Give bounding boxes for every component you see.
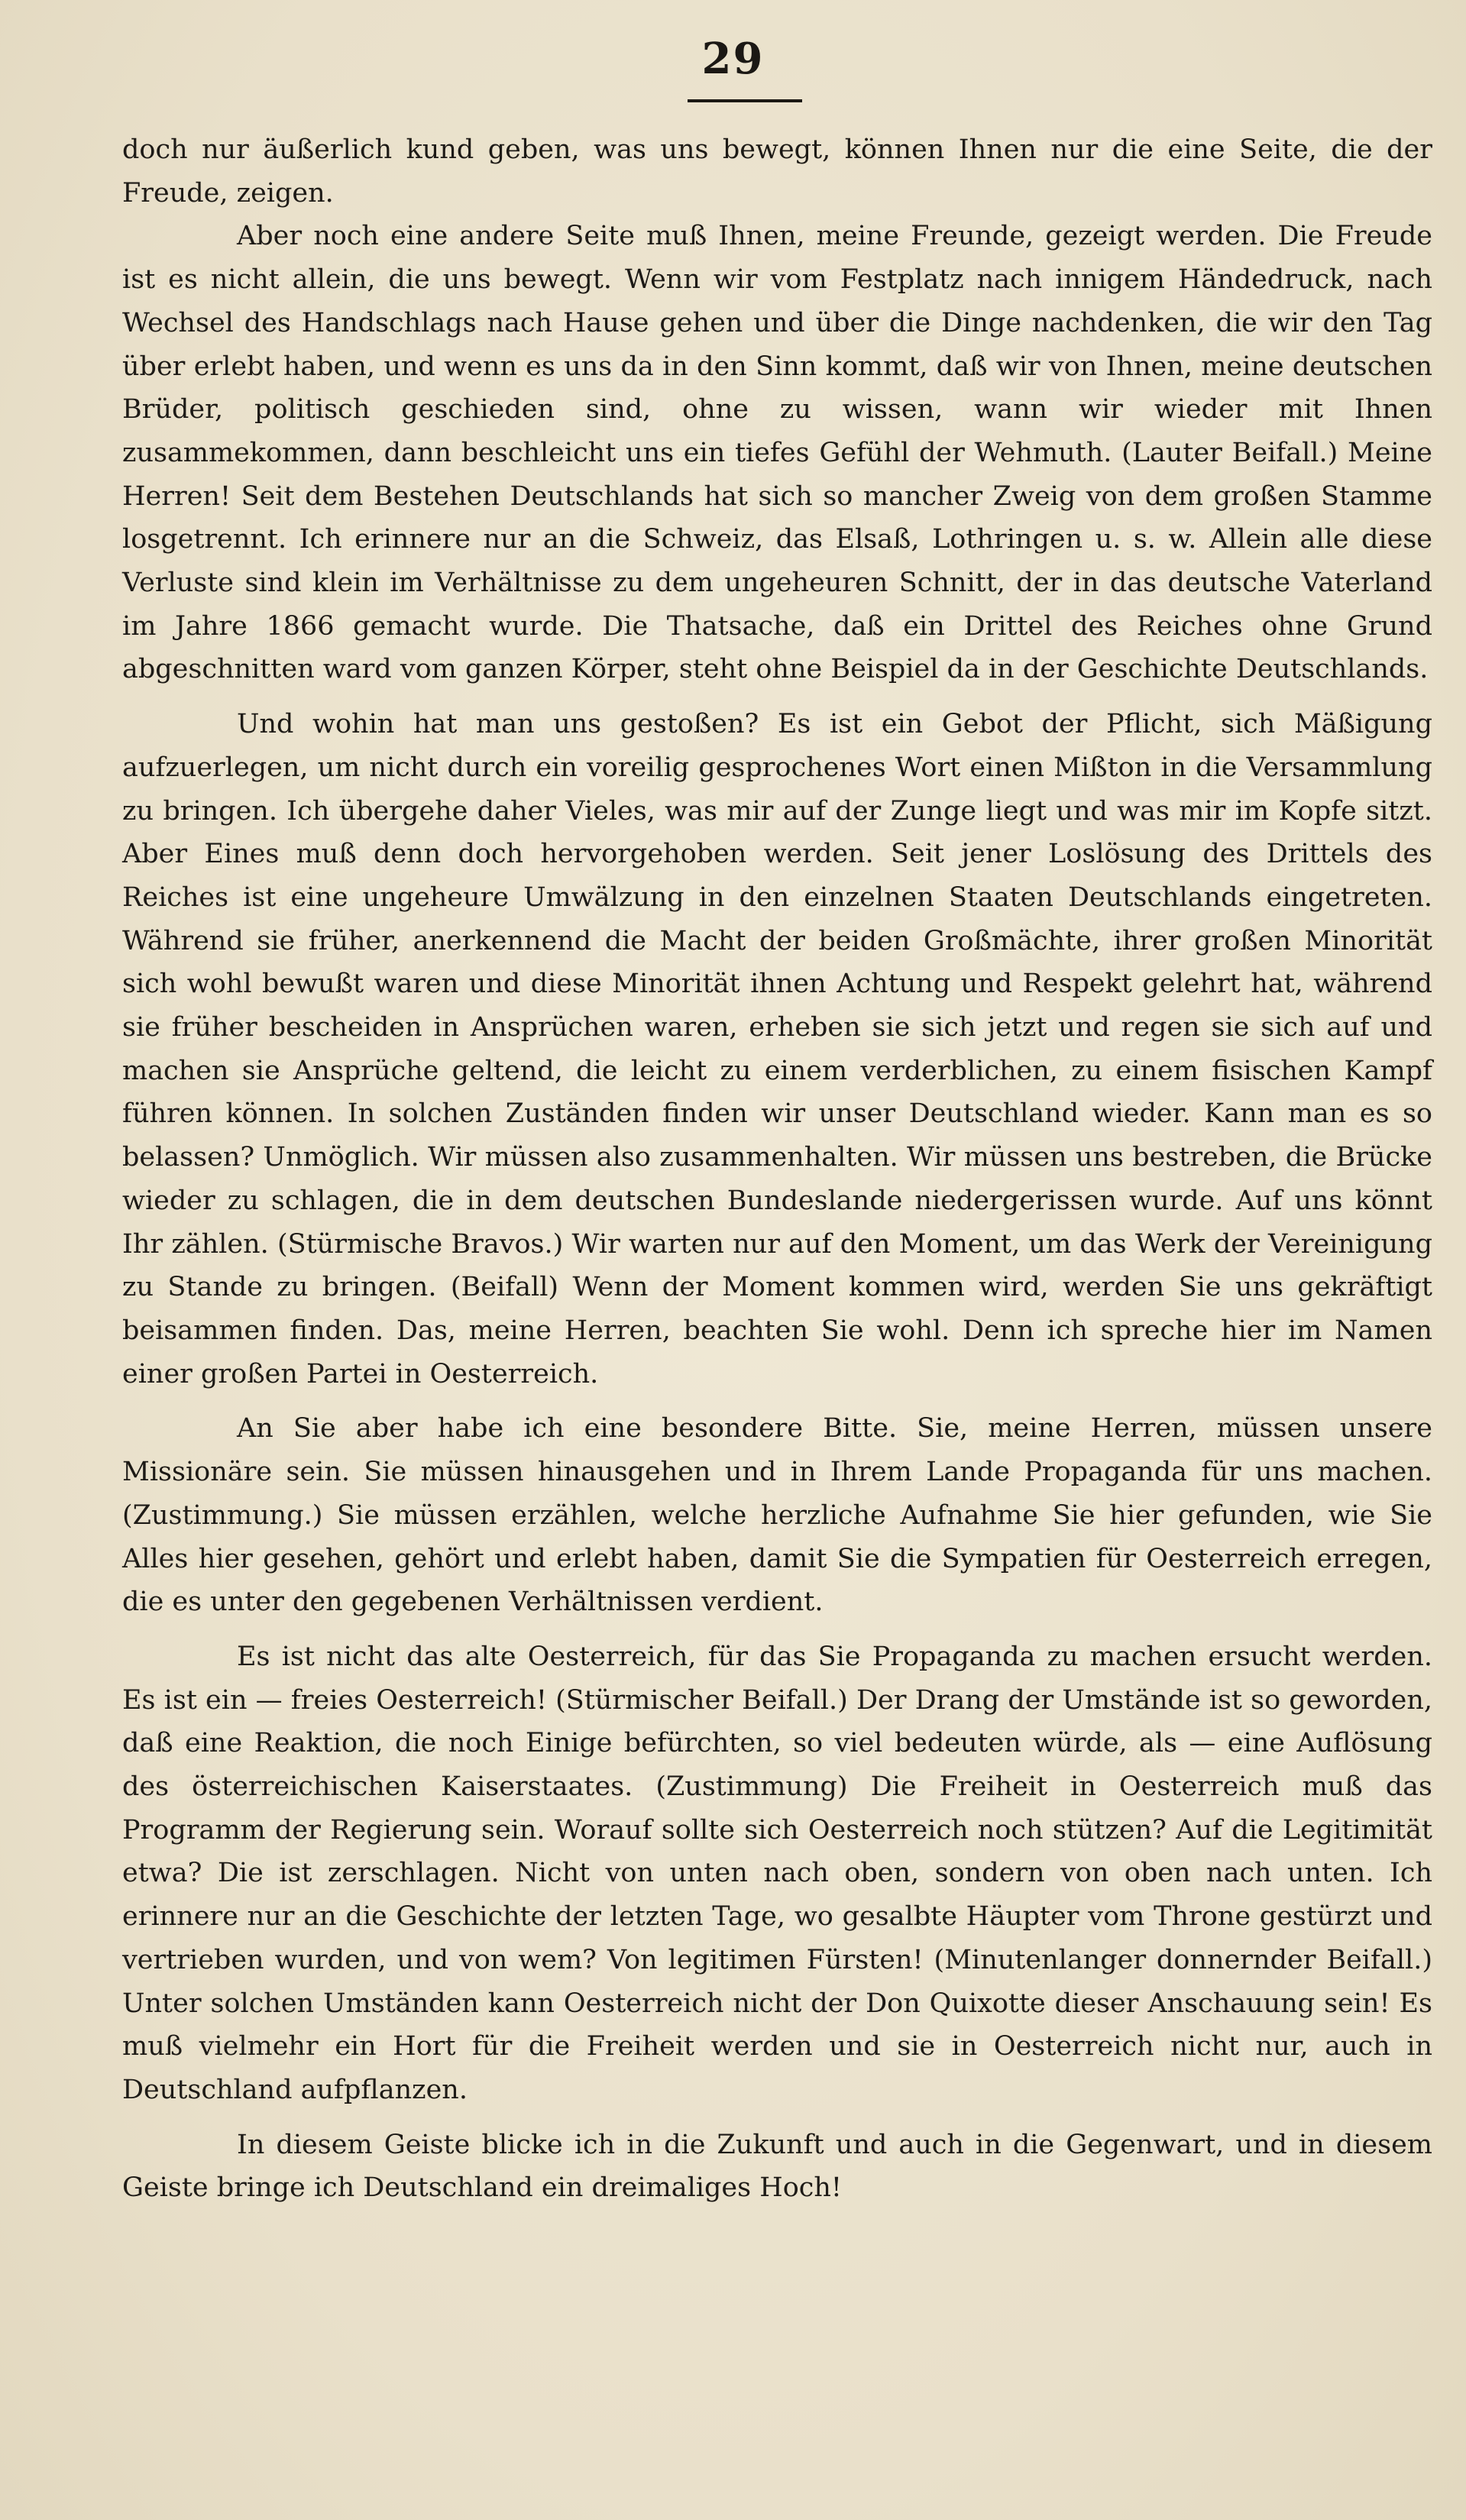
paragraph-wehmuth: Aber noch eine andere Seite muß Ihnen, meine Freunde, gezeigt werden. Die Freude ist es nicht allein, die uns bewegt. Wenn wir vom Festplatz nach innigem Händedruck, nach Wechsel des Handschlags nach Hause gehen und über die Dinge nachdenken, die wir den Tag über erlebt haben, und wenn es uns da in den Sinn kommt, daß wir von Ihnen, meine deutschen Brüder, politisch geschieden sind, ohne zu wissen, wann wir wieder mit Ihnen zusammekommen, dann beschleicht uns ein tiefes Gefühl der Wehmuth. (Lauter Beifall.) Meine Herren! Seit dem Bestehen Deutschlands hat sich so mancher Zweig von dem großen Stamme losgetrennt. Ich erinnere nur an die Schweiz, das Elsaß, Lothringen u. s. w. Allein alle diese Verluste sind klein im Verhältnisse zu dem ungeheuren Schnitt, der in das deutsche Vaterland im Jahre 1866 gemacht wurde. Die Thatsache, daß ein Drittel des Reiches ohne Grund abgeschnitten ward vom ganzen Körper, steht ohne Beispiel da in der Geschichte Deutschlands. (122, 221, 1432, 685)
paragraph-zusammenhalten: Und wohin hat man uns gestoßen? Es ist ein Gebot der Pflicht, sich Mäßigung aufzuerlegen, um nicht durch ein voreilig gesprochenes Wort einen Mißton in die Versammlung zu bringen. Ich übergehe daher Vieles, was mir auf der Zunge liegt und was mir im Kopfe sitzt. Aber Eines muß denn doch hervorgehoben werden. Seit jener Loslösung des Drittels des Reiches ist eine ungeheure Umwälzung in den einzelnen Staaten Deutschlands eingetreten. Während sie früher, anerkennend die Macht der beiden Großmächte, ihrer großen Minorität sich wohl bewußt waren und diese Minorität ihnen Achtung und Respekt gelehrt hat, während sie früher bescheiden in Ansprüchen waren, erheben sie sich jetzt und regen sie sich auf und machen sie Ansprüche geltend, die leicht zu einem verderblichen, zu einem fisischen Kampf führen können. In solchen Zuständen finden wir unser Deutschland wieder. Kann man es so belassen? Unmöglich. Wir müssen also zusammenhalten. Wir müssen uns bestreben, die Brücke wieder zu schlagen, die in dem deutschen Bundeslande niedergerissen wurde. Auf uns könnt Ihr zählen. (Stürmische Bravos.) Wir warten nur auf den Moment, um das Werk der Vereinigung zu Stande zu bringen. (Beifall) Wenn der Moment kommen wird, werden Sie uns gekräftigt beisammen finden. Das, meine Herren, beachten Sie wohl. Denn ich spreche hier im Namen einer großen Partei in Oesterreich. (122, 709, 1432, 1389)
page-number-rule (688, 99, 802, 102)
paragraph-continuation: doch nur äußerlich kund geben, was uns bewegt, können Ihnen nur die eine Seite, die der Freude, zeigen. (122, 134, 1432, 209)
paragraph-hoch: In diesem Geiste blicke ich in die Zukunft und auch in die Gegenwart, und in diesem Geiste bringe ich Deutschland ein dreimaliges Hoch! (122, 2129, 1432, 2204)
paragraph-missionaere: An Sie aber habe ich eine besondere Bitte. Sie, meine Herren, müssen unsere Missionäre sein. Sie müssen hinausgehen und in Ihrem Lande Propaganda für uns machen. (Zustimmung.) Sie müssen erzählen, welche herzliche Aufnahme Sie hier gefunden, wie Sie Alles hier gesehen, gehört und erlebt haben, damit Sie die Sympatien für Oesterreich erregen, die es unter den gegebenen Verhältnissen verdient. (122, 1413, 1432, 1618)
page-number: 29 (701, 34, 765, 84)
paragraph-freies-oesterreich: Es ist nicht das alte Oesterreich, für das Sie Propaganda zu machen ersucht werden. Es ist ein — freies Oesterreich! (Stürmischer Beifall.) Der Drang der Umstände ist so geworden, daß eine Reaktion, die noch Einige befürchten, so viel bedeuten würde, als — eine Auflösung des österreichischen Kaiserstaates. (Zustimmung) Die Freiheit in Oesterreich muß das Programm der Regierung sein. Worauf sollte sich Oesterreich noch stützen? Auf die Legitimität etwa? Die ist zerschlagen. Nicht von unten nach oben, sondern von oben nach unten. Ich erinnere nur an die Geschichte der letzten Tage, wo gesalbte Häupter vom Throne gestürzt und vertrieben wurden, und von wem? Von legitimen Fürsten! (Minutenlanger donnernder Beifall.) Unter solchen Umständen kann Oesterreich nicht der Don Quixotte dieser Anschauung sein! Es muß vielmehr ein Hort für die Freiheit werden und sie in Oesterreich nicht nur, auch in Deutschland aufpflanzen. (122, 1641, 1432, 2105)
body-text (122, 128, 1432, 2210)
